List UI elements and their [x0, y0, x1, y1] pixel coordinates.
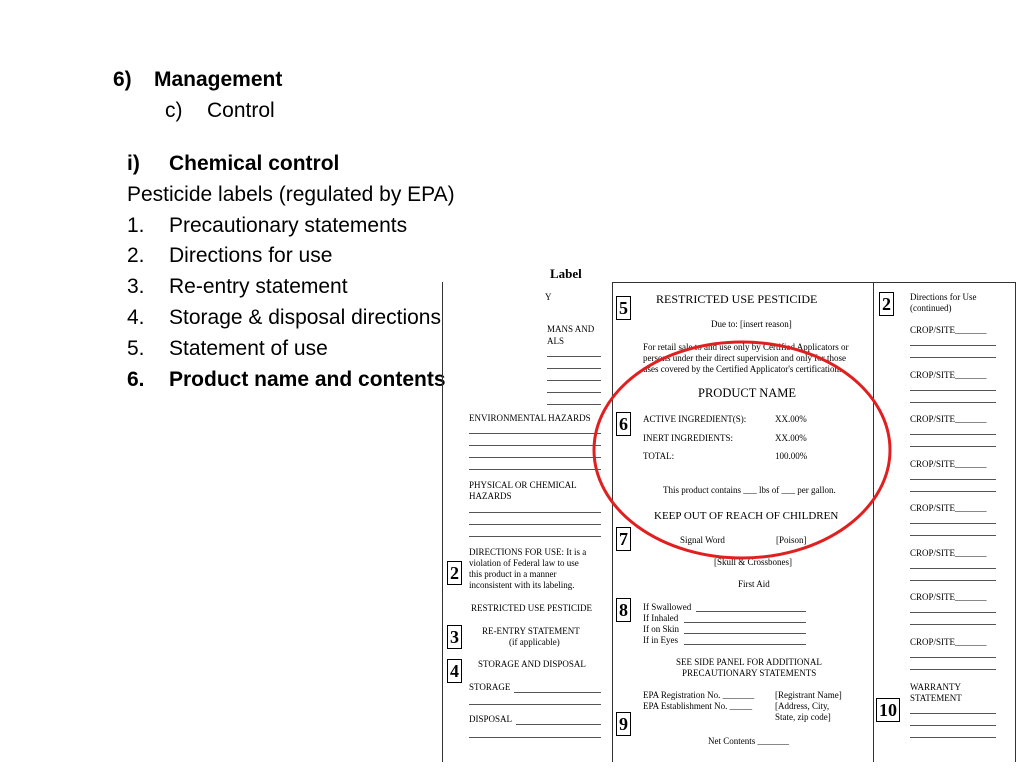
- list-item-text: Storage & disposal directions: [169, 306, 441, 329]
- label-section-number: 2: [447, 561, 462, 585]
- label-section-number: 3: [447, 625, 462, 649]
- list-item-number: 4.: [127, 306, 145, 329]
- crop-site-label: CROP/SITE_______: [910, 548, 987, 558]
- first-aid-item: If in Eyes: [643, 635, 678, 645]
- total-label: TOTAL:: [643, 451, 675, 461]
- directions-continued: (continued): [910, 303, 952, 313]
- keep-out-heading: KEEP OUT OF REACH OF CHILDREN: [654, 510, 839, 522]
- reentry-heading: RE-ENTRY STATEMENT: [482, 626, 580, 636]
- list-item-text: Product name and contents: [169, 368, 446, 391]
- retail-text: uses covered by the Certified Applicator's certification.: [643, 364, 842, 374]
- list-item-text: Statement of use: [169, 337, 328, 360]
- physical-hazards-heading: HAZARDS: [469, 491, 512, 501]
- label-section-number: 9: [616, 712, 631, 736]
- label-section-number: 5: [616, 296, 631, 320]
- epa-establishment: EPA Establishment No. _____: [643, 701, 753, 711]
- list-item-text: Re-entry statement: [169, 275, 348, 298]
- storage-disposal-heading: STORAGE AND DISPOSAL: [478, 659, 586, 669]
- skull-text: [Skull & Crossbones]: [714, 557, 793, 567]
- total-value: 100.00%: [775, 451, 808, 461]
- inert-ingredient-value: XX.00%: [775, 433, 807, 443]
- subheading-text: Control: [207, 99, 275, 122]
- list-item-number: 2.: [127, 244, 145, 267]
- label-section-number: 8: [616, 598, 631, 622]
- label-section-number: 2: [879, 292, 894, 316]
- due-to-text: Due to: [insert reason]: [711, 319, 792, 329]
- first-aid-item: If on Skin: [643, 624, 679, 634]
- registrant-name: [Registrant Name]: [775, 690, 842, 700]
- directions-text: inconsistent with its labeling.: [469, 580, 575, 590]
- signal-word: Signal Word: [680, 535, 725, 545]
- directions-text: DIRECTIONS FOR USE: It is a: [469, 547, 587, 557]
- heading-text: Management: [154, 68, 283, 91]
- crop-site-label: CROP/SITE_______: [910, 503, 987, 513]
- warranty-heading: WARRANTY: [910, 682, 961, 692]
- crop-site-label: CROP/SITE_______: [910, 370, 987, 380]
- label-title: Label: [550, 266, 582, 281]
- address-text: [Address, City,: [775, 701, 830, 711]
- disposal-label: DISPOSAL: [469, 714, 513, 724]
- reentry-heading: (if applicable): [509, 637, 560, 647]
- list-item-text: Directions for use: [169, 244, 333, 267]
- directions-text: violation of Federal law to use: [469, 558, 579, 568]
- left-col-fragment: MANS AND: [547, 324, 595, 334]
- crop-site-label: CROP/SITE_______: [910, 592, 987, 602]
- retail-text: For retail sale to and use only by Certified Applicators or: [643, 342, 849, 352]
- restricted-use-left: RESTRICTED USE PESTICIDE: [471, 603, 593, 613]
- address-text: State, zip code]: [775, 712, 831, 722]
- first-aid-heading: First Aid: [738, 579, 770, 589]
- left-col-fragment: Y: [545, 292, 552, 302]
- subheading-number: c): [165, 99, 183, 122]
- directions-text: this product in a manner: [469, 569, 557, 579]
- epa-registration: EPA Registration No. _______: [643, 690, 755, 700]
- first-aid-item: If Inhaled: [643, 613, 679, 623]
- see-side-panel: SEE SIDE PANEL FOR ADDITIONAL: [676, 657, 822, 667]
- heading-number: 6): [113, 68, 132, 91]
- crop-site-label: CROP/SITE_______: [910, 414, 987, 424]
- chem-text: Chemical control: [169, 152, 340, 175]
- crop-site-label: CROP/SITE_______: [910, 637, 987, 647]
- restricted-use-heading: RESTRICTED USE PESTICIDE: [656, 292, 818, 306]
- poison-text: [Poison]: [776, 535, 807, 545]
- retail-text: persons under their direct supervision and only for those: [643, 353, 846, 363]
- list-item-text: Precautionary statements: [169, 214, 408, 237]
- highlight-ellipse: [594, 342, 890, 558]
- net-contents: Net Contents _______: [708, 736, 789, 746]
- env-hazards-heading: ENVIRONMENTAL HAZARDS: [469, 413, 591, 423]
- list-item-number: 1.: [127, 214, 145, 237]
- first-aid-item: If Swallowed: [643, 602, 692, 612]
- list-item-number: 6.: [127, 368, 145, 391]
- label-section-number: 10: [876, 698, 900, 722]
- crop-site-label: CROP/SITE_______: [910, 325, 987, 335]
- directions-continued: Directions for Use: [910, 292, 977, 302]
- warranty-heading: STATEMENT: [910, 693, 962, 703]
- label-section-number: 6: [616, 412, 631, 436]
- chem-number: i): [127, 152, 140, 175]
- product-name-heading: PRODUCT NAME: [698, 386, 797, 400]
- label-section-number: 7: [616, 527, 631, 551]
- physical-hazards-heading: PHYSICAL OR CHEMICAL: [469, 480, 577, 490]
- active-ingredient-value: XX.00%: [775, 414, 807, 424]
- inert-ingredient-label: INERT INGREDIENTS:: [643, 433, 734, 443]
- left-col-fragment: ALS: [547, 336, 565, 346]
- see-side-panel: PRECAUTIONARY STATEMENTS: [682, 668, 817, 678]
- list-item-number: 5.: [127, 337, 145, 360]
- storage-label: STORAGE: [469, 682, 511, 692]
- active-ingredient-label: ACTIVE INGREDIENT(S):: [643, 414, 747, 424]
- contains-text: This product contains ___ lbs of ___ per gallon.: [663, 485, 836, 495]
- list-item-number: 3.: [127, 275, 145, 298]
- label-section-number: 4: [447, 659, 462, 683]
- crop-site-label: CROP/SITE_______: [910, 459, 987, 469]
- intro-text: Pesticide labels (regulated by EPA): [127, 183, 455, 206]
